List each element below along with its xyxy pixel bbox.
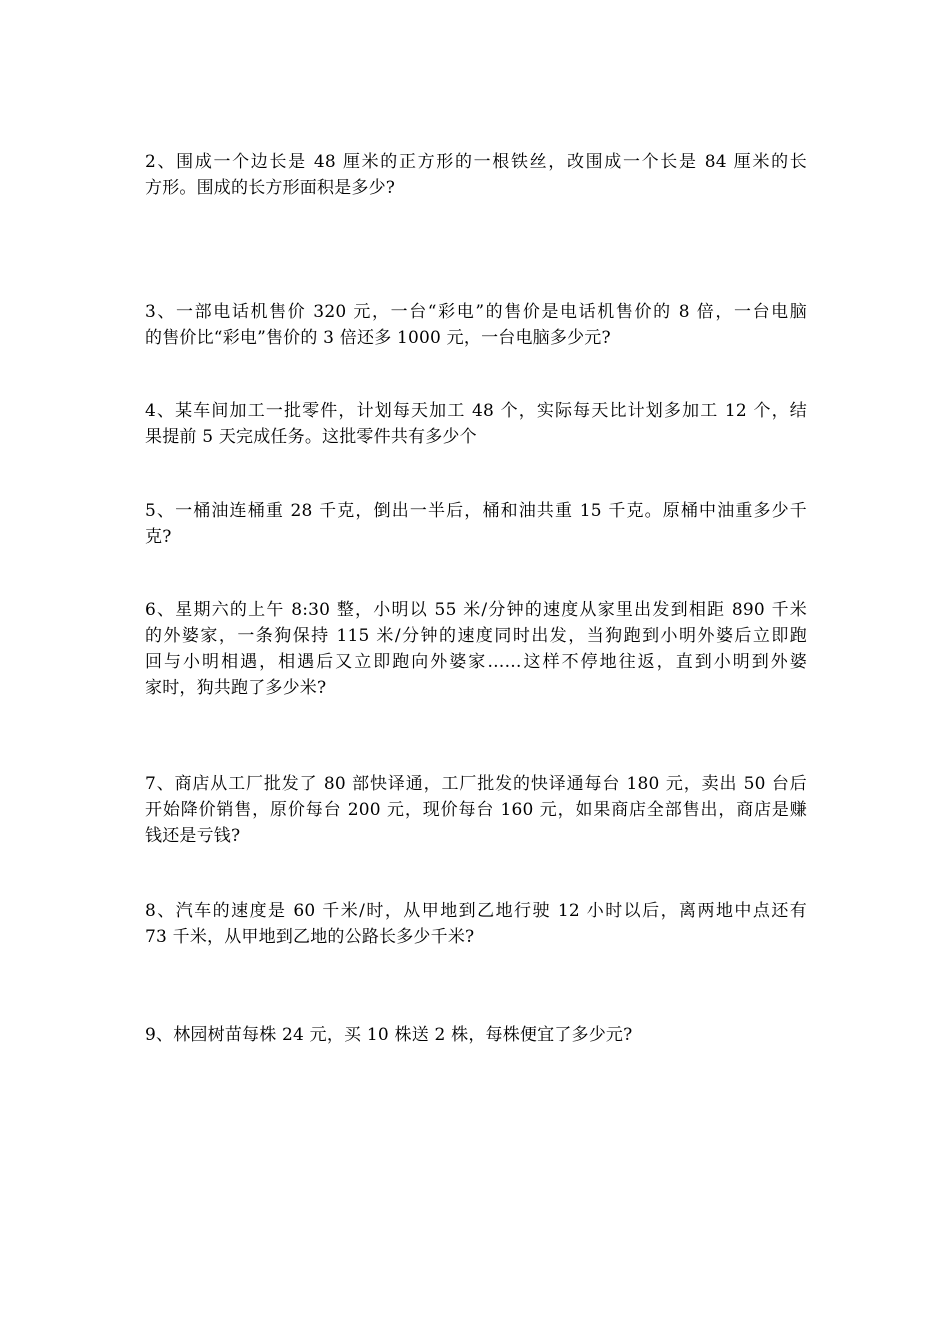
problem-8: [145, 898, 807, 950]
problem-line: 方形。围成的长方形面积是多少?: [145, 178, 396, 198]
problem-3: [145, 299, 807, 351]
problem-2: [145, 149, 807, 201]
problem-line: 8、汽车的速度是 60 千米/时，从甲地到乙地行驶 12 小时以后，离两地中点还有: [145, 901, 807, 921]
problem-line: 6、星期六的上午 8:30 整，小明以 55 米/分钟的速度从家里出发到相距 890 千米: [145, 600, 807, 620]
problem-line: 73 千米，从甲地到乙地的公路长多少千米?: [145, 927, 475, 947]
problem-5: [145, 498, 807, 550]
problem-line: 2、围成一个边长是 48 厘米的正方形的一根铁丝，改围成一个长是 84 厘米的长: [145, 152, 807, 172]
problem-line: 家时，狗共跑了多少米?: [145, 678, 327, 698]
problem-7: [145, 771, 807, 849]
problem-line: 的售价比“彩电”售价的 3 倍还多 1000 元，一台电脑多少元?: [145, 328, 611, 348]
problem-6: [145, 597, 807, 701]
problem-line: 的外婆家，一条狗保持 115 米/分钟的速度同时出发，当狗跑到小明外婆后立即跑: [145, 626, 808, 646]
problem-line: 3、一部电话机售价 320 元，一台“彩电”的售价是电话机售价的 8 倍，一台电脑: [145, 302, 807, 322]
problem-line: 4、某车间加工一批零件，计划每天加工 48 个，实际每天比计划多加工 12 个，结: [145, 401, 807, 421]
problem-line: 钱还是亏钱?: [145, 826, 241, 846]
problem-9: [145, 1022, 807, 1048]
problem-line: 5、一桶油连桶重 28 千克，倒出一半后，桶和油共重 15 千克。原桶中油重多少千: [145, 501, 807, 521]
problem-line: 9、林园树苗每株 24 元，买 10 株送 2 株，每株便宜了多少元?: [145, 1025, 633, 1045]
problem-line: 克?: [145, 527, 172, 547]
problem-line: 回与小明相遇，相遇后又立即跑向外婆家……这样不停地往返，直到小明到外婆: [145, 652, 807, 672]
problem-line: 7、商店从工厂批发了 80 部快译通，工厂批发的快译通每台 180 元，卖出 50 台后: [145, 774, 807, 794]
problem-4: [145, 398, 807, 450]
problem-line: 开始降价销售，原价每台 200 元，现价每台 160 元，如果商店全部售出，商店是赚: [145, 800, 807, 820]
problem-line: 果提前 5 天完成任务。这批零件共有多少个: [145, 427, 477, 447]
